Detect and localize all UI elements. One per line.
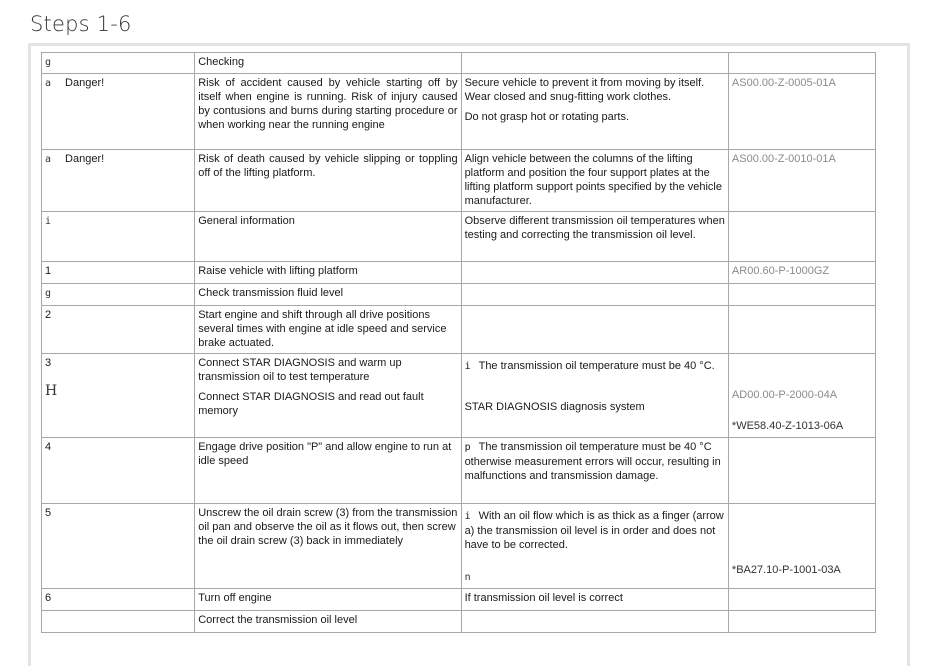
table-row [42,306,876,354]
figure-icon: n [464,572,471,583]
reference-code[interactable] [728,611,875,633]
step-text: Connect STAR DIAGNOSIS and warm up transmission oil to test temperature Connect STAR DIAGNOSIS and read out fault memory [195,354,461,438]
table-row [42,262,876,284]
table-row [42,74,876,150]
note-text [461,53,728,74]
table-row [42,589,876,611]
step-text: Correct the transmission oil level [195,611,461,633]
row-symbol [42,212,195,262]
step-text: Start engine and shift through all drive positions several times with engine at idle speed and service brake actuated. [195,306,461,354]
note-text [461,611,728,633]
reference-code[interactable] [728,284,875,306]
note-text [461,306,728,354]
reference-code[interactable] [728,589,875,611]
document-frame[interactable] [28,43,910,666]
table-row [42,150,876,212]
step-number: 2 [42,306,195,354]
step-number: 3 H [42,354,195,438]
note-text [461,284,728,306]
table-row [42,504,876,589]
reference-code[interactable] [728,53,875,74]
step-number: 4 [42,438,195,504]
reference-code[interactable] [728,438,875,504]
step-number [42,611,195,633]
note-text: Observe different transmission oil temperatures when testing and correcting the transmission oil level. [461,212,728,262]
reference-code[interactable] [728,306,875,354]
note-text: Align vehicle between the columns of the lifting platform and position the four support plates at the lifting platform support points specified by the vehicle manufacturer. [461,150,728,212]
info-icon: i [464,511,471,522]
page-heading: Steps 1-6 [30,12,132,36]
danger-icon: a [45,78,52,89]
info-icon: i [464,361,471,372]
note-text: Secure vehicle to prevent it from moving by itself. Wear closed and snug-fitting work clothes. Do not grasp hot or rotating parts. [461,74,728,150]
reference-code[interactable]: AS00.00-Z-0010-01A [728,150,875,212]
row-symbol: g [42,284,195,306]
danger-cell [42,74,195,150]
step-number: 1 [42,262,195,284]
note-text [461,262,728,284]
note-text: If transmission oil level is correct [461,589,728,611]
step-text: Risk of death caused by vehicle slipping or toppling off of the lifting platform. [195,150,461,212]
reference-code[interactable] [728,212,875,262]
danger-cell [42,150,195,212]
step-number: 5 [42,504,195,589]
reference-code[interactable]: *BA27.10-P-1001-03A [728,504,875,589]
step-text: Checking [195,53,461,74]
step-text: Risk of accident caused by vehicle starting off by itself when engine is running. Risk of injury caused by contusions and burns during starting procedure or when working near the running engine [195,74,461,150]
step-text: Unscrew the oil drain screw (3) from the transmission oil pan and observe the oil as it flows out, then screw the oil drain screw (3) back in immediately [195,504,461,589]
table-row [42,354,876,438]
danger-label: Danger! [65,77,105,89]
table-row [42,53,876,74]
step-text: Check transmission fluid level [195,284,461,306]
warning-icon: p [464,442,471,453]
reference-code[interactable]: AR00.60-P-1000GZ [728,262,875,284]
row-symbol: g [42,53,195,74]
danger-label: Danger! [65,153,105,165]
table-row [42,438,876,504]
step-number: 6 [42,589,195,611]
steps-table [41,52,876,633]
step-text: Engage drive position "P" and allow engine to run at idle speed [195,438,461,504]
reference-code[interactable]: AS00.00-Z-0005-01A [728,74,875,150]
step-text: General information [195,212,461,262]
note-text: i The transmission oil temperature must be 40 °C. STAR DIAGNOSIS diagnosis system [461,354,728,438]
note-text: p The transmission oil temperature must be 40 °C otherwise measurement errors will occur, resulting in malfunctions and transmission damage. [461,438,728,504]
table-row [42,212,876,262]
danger-icon: a [45,154,52,165]
step-text: Turn off engine [195,589,461,611]
note-text: i With an oil flow which is as thick as a finger (arrow a) the transmission oil level is in order and does not have to be corrected. n [461,504,728,589]
table-row [42,611,876,633]
step-text: Raise vehicle with lifting platform [195,262,461,284]
reference-code[interactable]: AD00.00-P-2000-04A *WE58.40-Z-1013-06A [728,354,875,438]
table-row [42,284,876,306]
hint-icon: H [45,383,58,399]
info-icon: i [45,216,52,227]
